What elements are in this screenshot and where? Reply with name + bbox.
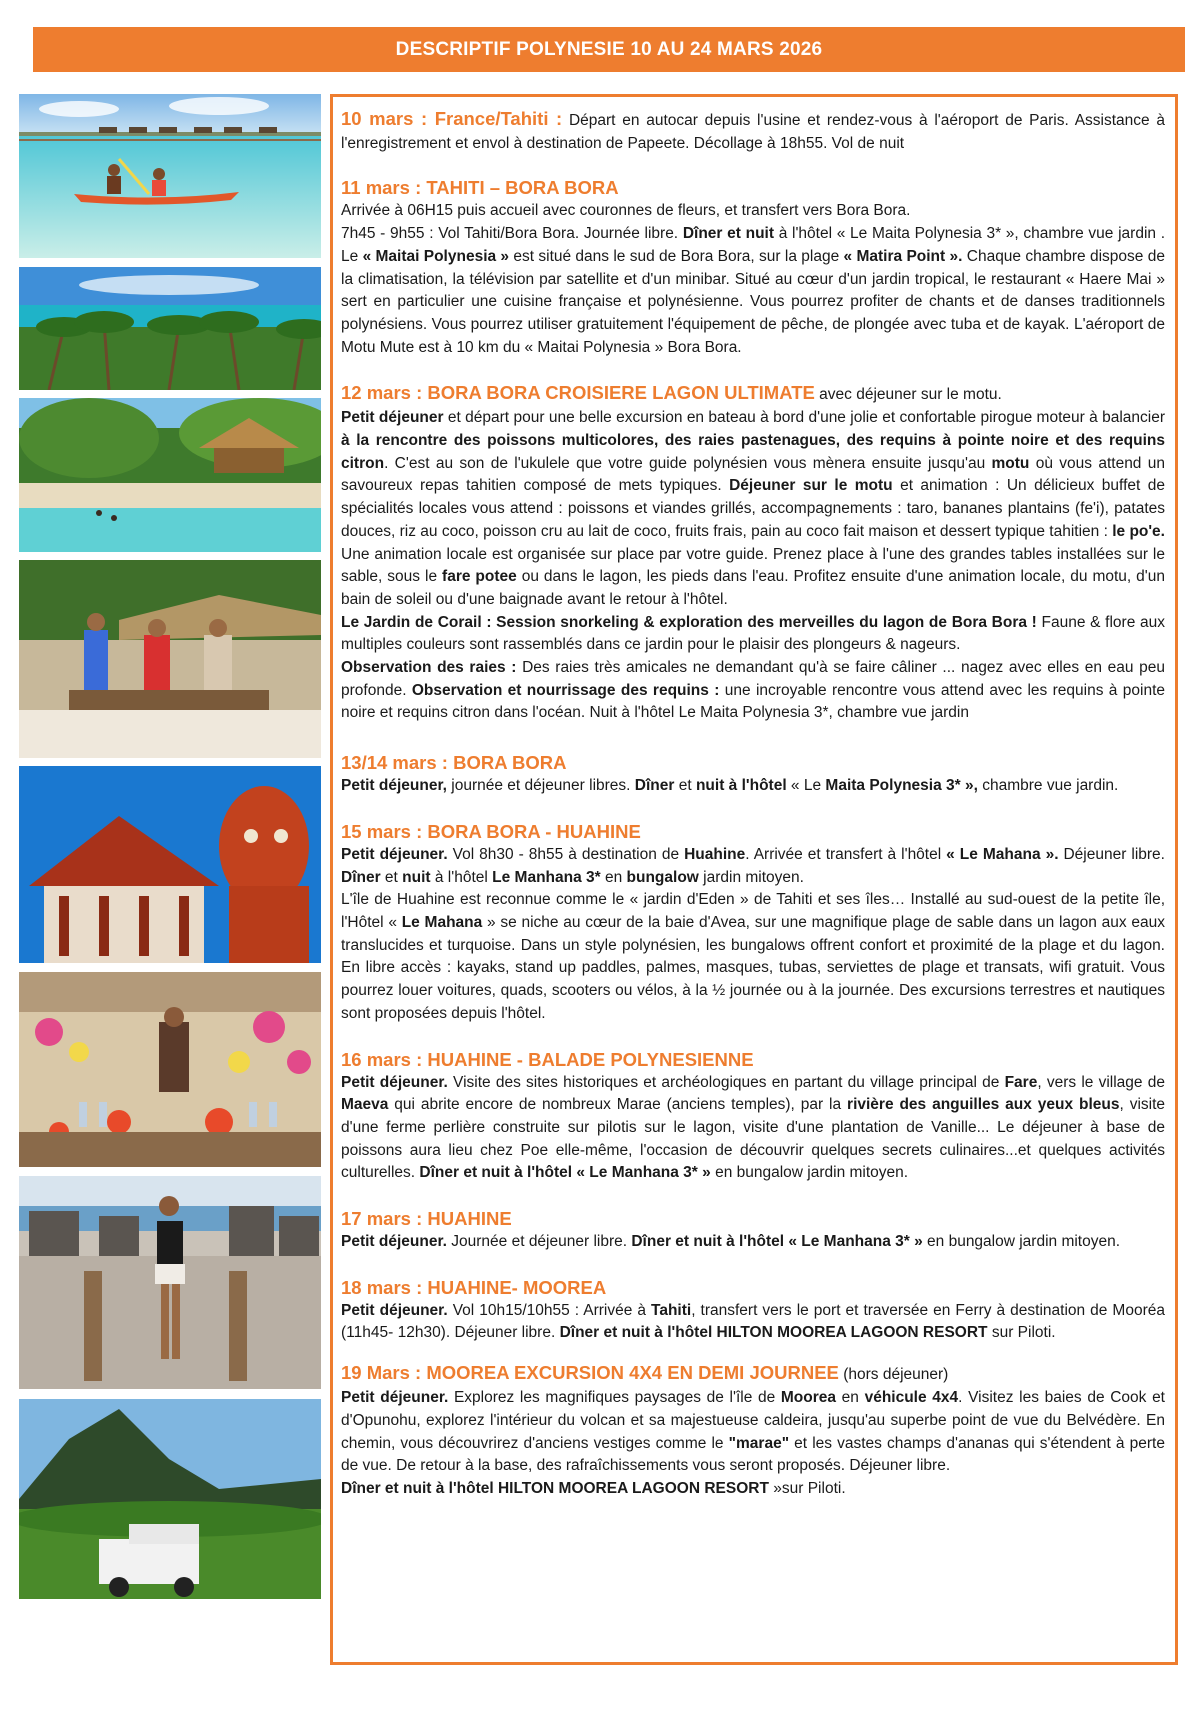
page-title: DESCRIPTIF POLYNESIE 10 AU 24 MARS 2026 [395, 38, 823, 60]
marae-woman-photo [19, 1176, 321, 1389]
day-15-title: 15 mars : BORA BORA - HUAHINE [341, 820, 641, 842]
day-11-p2: 7h45 - 9h55 : Vol Tahiti/Bora Bora. Journée libre. Dîner et nuit à l'hôtel « Le Maita Polynesia 3* », chambre vue jardin . Le « Maitai Polynesia » est situé dans le sud de Bora Bora, sur la plage « Matira Point ». Chaque chambre dispose de la climatisation, la télévision par satellite et d'un minibar. Situé au cœur d'un jardin tropical, le restaurant « Haere Mai » sert en particulier une cuisine française et polynésienne. Vous pourrez profiter de chants et de danses traditionnels polynésiens. Vous pourrez utiliser gratuitement l'équipement de pêche, de plongée avec tuba et de kayak. L'aéroport de Motu Mute est à 10 km du « Maitai Polynesia » Bora Bora. [341, 225, 1166, 356]
day-11-title: 11 mars : TAHITI – BORA BORA [341, 177, 619, 199]
day-16-mars [341, 1048, 1165, 1186]
day-19-title: 19 Mars : MOOREA EXCURSION 4X4 EN DEMI JOURNEE (hors déjeuner) [341, 1362, 949, 1384]
day-12-p2: Le Jardin de Corail : Session snorkeling & exploration des merveilles du lagon de Bora Bora ! Faune & flore aux multiples couleurs sont rassemblés dans ce jardin pour le plaisir des plongeurs & nageurs. [341, 613, 1165, 654]
day-11-p1: Arrivée à 06H15 puis accueil avec couronnes de fleurs, et transfert vers Bora Bora. [341, 202, 911, 220]
day-15-mars [341, 820, 1165, 1026]
page-title-banner [33, 27, 1185, 72]
day-17-p1: Petit déjeuner. Journée et déjeuner libre. Dîner et nuit à l'hôtel « Le Manhana 3* » en bungalow jardin mitoyen. [341, 1233, 1121, 1251]
day-17-title: 17 mars : HUAHINE [341, 1208, 512, 1230]
day-19-p1: Petit déjeuner. Explorez les magnifiques paysages de l'île de Moorea en véhicule 4x4. Visitez les baies de Cook et d'Opunohu, explorez l'intérieur du volcan et sa majestueuse caldeira, jusqu'au superbe point de vue du Belvédère. En chemin, vous découvrirez d'anciens vestiges comme le "marae" et les vastes champs d'ananas qui s'étendent à perte de vue. De retour à la base, des rafraîchissements vous seront proposés. Déjeuner libre. [341, 1389, 1165, 1475]
day-10-text [341, 107, 1165, 155]
day-16-title: 16 mars : HUAHINE - BALADE POLYNESIENNE [341, 1048, 754, 1070]
day-11-mars [341, 176, 1165, 359]
itinerary-content [330, 94, 1178, 1665]
day-12-p3: Observation des raies : Des raies très amicales ne demandant qu'à se faire câliner ... nagez avec elles en eau peu profonde. Observation et nourrissage des requins : une incroyable rencontre vous attend avec les requins à pointe noire et requins citron dans l'océan. Nuit à l'hôtel Le Maita Polynesia 3*, chambre vue jardin [341, 659, 1165, 722]
day-13-title: 13/14 mars : BORA BORA [341, 752, 567, 774]
day-18-title: 18 mars : HUAHINE- MOOREA [341, 1276, 607, 1298]
day-13-14-mars [341, 751, 1165, 798]
day-19-mars [341, 1361, 1165, 1501]
day-17-mars [341, 1207, 1165, 1254]
day-10-mars [341, 107, 1165, 155]
day-18-mars [341, 1276, 1165, 1345]
day-12-mars [341, 381, 1165, 725]
day-12-p1: Petit déjeuner et départ pour une belle excursion en bateau à bord d'une jolie et confortable pirogue moteur à balancier à la rencontre des poissons multicolores, des raies pastenagues, des requins à pointe noire et des requins citron. C'est au son de l'ukulele que votre guide polynésien vous mènera ensuite jusqu'au motu où vous attend un savoureux repas tahitien composé de mets typiques. Déjeuner sur le motu et animation : Un délicieux buffet de spécialités locales vous attend : poissons et viandes grillés, accompagnements : taro, bananes plantains (fe'i), patates douces, riz au coco, poisson cru au lait de coco, fruits frais, pain au coco fait maison et dessert typique tahitien : le po'e. Une animation locale est organisée sur place par votre guide. Prenez place à l'une des grandes tables installées sur le sable, sous le fare potee ou dans le lagon, les pieds dans l'eau. Profitez ensuite d'une animation locale, du motu, d'un bain de soleil ou d'une baignade avant le retour à l'hôtel. [341, 409, 1166, 608]
ukulele-musicians-photo [19, 560, 321, 758]
flower-market-photo [19, 972, 321, 1167]
day-15-p2: L'île de Huahine est reconnue comme le « jardin d'Eden » de Tahiti et ses îles… Installé au sud-ouest de la petite île, l'Hôtel « Le Mahana » se niche au cœur de la baie d'Avea, sur une magnifique plage de sable dans un lagon aux eaux translucides et turquoise. Dans un style polynésien, les bungalows offrent confort et proximité de la plage et du lagon. En libre accès : kayaks, stand up paddles, palmes, masques, tubas, serviettes de plage et transats, wifi gratuit. Vous pourrez louer voitures, quads, scooters ou vélos, à la ½ journée ou à la journée. Des excursions terrestres et nautiques sont proposées depuis l'hôtel. [341, 891, 1165, 1022]
kayak-lagoon-photo [19, 94, 321, 258]
beach-hut-photo [19, 398, 321, 552]
tiki-marae-photo [19, 766, 321, 963]
day-13-p1: Petit déjeuner, journée et déjeuner libres. Dîner et nuit à l'hôtel « Le Maita Polynesia 3* », chambre vue jardin. [341, 777, 1119, 795]
day-19-p2: Dîner et nuit à l'hôtel HILTON MOOREA LAGOON RESORT »sur Piloti. [341, 1479, 846, 1497]
day-10-body: Départ en autocar depuis l'usine et rendez-vous à l'aéroport de Paris. Assistance à l'enregistrement et envol à destination de Papeete. Décollage à 18h55. Vol de nuit [341, 112, 1166, 152]
day-18-p1: Petit déjeuner. Vol 10h15/10h55 : Arrivée à Tahiti, transfert vers le port et traversée en Ferry à destination de Mooréa (11h45- 12h30). Déjeuner libre. Dîner et nuit à l'hôtel HILTON MOOREA LAGOON RESORT sur Piloti. [341, 1301, 1165, 1342]
day-12-title: 12 mars : BORA BORA CROISIERE LAGON ULTIMATE avec déjeuner sur le motu. [341, 382, 1002, 404]
palm-beach-photo [19, 267, 321, 390]
day-16-p1: Petit déjeuner. Visite des sites historiques et archéologiques en partant du village principal de Fare, vers le village de Maeva qui abrite encore de nombreux Marae (anciens temples), par la rivière des anguilles aux yeux bleus, visite d'une ferme perlière construite sur pilotis sur le lagon, visite d'une plantation de Vanille... Le déjeuner à base de poissons aura lieu chez Poe elle-même, l'occasion de découvrir quelques secrets culinaires...et quelques activités culturelles. Dîner et nuit à l'hôtel « Le Manhana 3* » en bungalow jardin mitoyen. [341, 1073, 1166, 1182]
day-10-title: 10 mars : France/Tahiti : [341, 108, 563, 129]
day-15-p1: Petit déjeuner. Vol 8h30 - 8h55 à destination de Huahine. Arrivée et transfert à l'hôtel « Le Mahana ». Déjeuner libre. Dîner et nuit à l'hôtel Le Manhana 3* en bungalow jardin mitoyen. [341, 845, 1165, 886]
moorea-4x4-photo [19, 1399, 321, 1599]
